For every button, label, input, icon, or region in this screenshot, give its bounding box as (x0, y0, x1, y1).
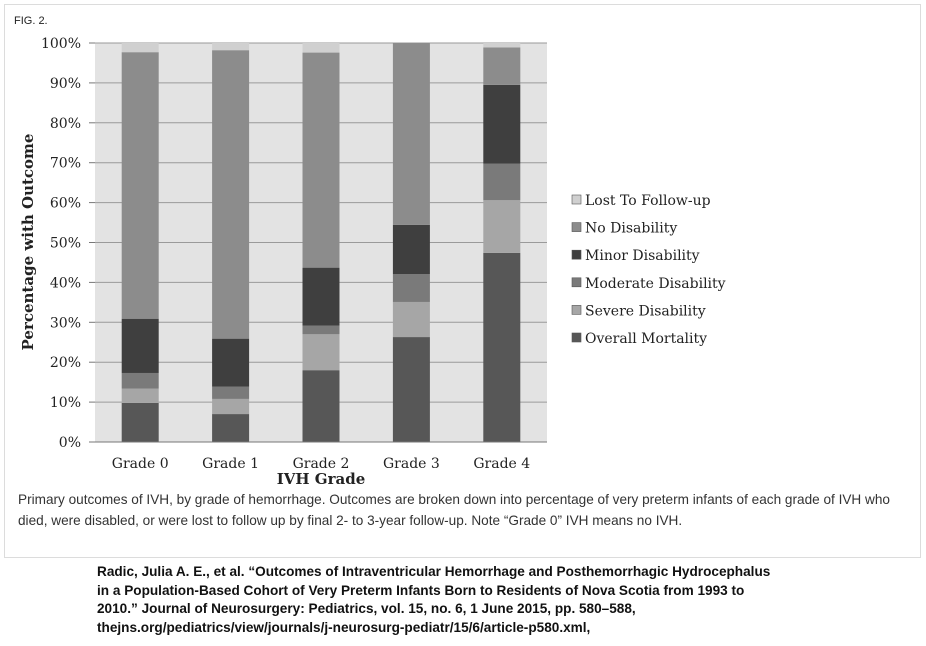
y-tick-label: 80% (49, 115, 81, 132)
bar-segment (122, 403, 159, 442)
bar-segment (122, 319, 159, 373)
legend-label: Minor Disability (585, 248, 700, 265)
bar-segment (303, 370, 340, 442)
y-tick-label: 40% (49, 275, 81, 292)
legend-label: Overall Mortality (585, 331, 708, 347)
bar-segment (303, 325, 340, 334)
bar-segment (393, 225, 430, 274)
legend (572, 193, 726, 347)
bar-segment (393, 337, 430, 442)
citation-line: 2010.” Journal of Neurosurgery: Pediatrics, vol. 15, no. 6, 1 June 2015, pp. 580–588, (97, 601, 636, 616)
bar-segment (483, 163, 520, 200)
y-tick-label: 90% (49, 75, 81, 92)
bar-segment (212, 387, 249, 399)
bar-segment (212, 339, 249, 387)
citation (97, 563, 877, 637)
legend-label: Severe Disability (585, 303, 706, 320)
bar-segment (483, 47, 520, 85)
bar-segment (122, 389, 159, 403)
bar-segment (483, 253, 520, 442)
legend-swatch (572, 305, 581, 314)
bar-segment (303, 268, 340, 326)
y-axis-label: Percentage with Outcome (19, 133, 37, 351)
y-tick-label: 0% (58, 435, 81, 451)
bar-segment (122, 43, 159, 52)
bar-segment (212, 399, 249, 414)
legend-swatch (572, 250, 581, 259)
x-tick-label: Grade 1 (202, 456, 260, 472)
y-tick-label: 30% (49, 315, 81, 332)
bar-segment (393, 302, 430, 337)
x-axis-label: IVH Grade (276, 470, 366, 488)
y-tick-label: 50% (49, 235, 81, 252)
bar-segment (303, 43, 340, 53)
bar-segment (483, 85, 520, 164)
bar-segment (212, 50, 249, 338)
legend-label: Moderate Disability (585, 275, 726, 292)
x-tick-label: Grade 2 (292, 456, 350, 472)
legend-swatch (572, 333, 581, 342)
y-tick-labels (41, 36, 95, 451)
citation-line: Radic, Julia A. E., et al. “Outcomes of Intraventricular Hemorrhage and Posthemorrhagic Hydrocephalus (97, 564, 771, 579)
y-tick-label: 70% (49, 155, 81, 172)
x-tick-label: Grade 3 (382, 456, 440, 472)
bar-segment (122, 373, 159, 389)
legend-label: No Disability (585, 220, 678, 237)
bar-segment (122, 52, 159, 319)
citation-line: thejns.org/pediatrics/view/journals/j-neurosurg-pediatr/15/6/article-p580.xml, (97, 619, 591, 635)
legend-swatch (572, 223, 581, 232)
figure-label: FIG. 2. (14, 15, 48, 27)
bar-segment (393, 43, 430, 225)
y-tick-label: 10% (49, 395, 81, 412)
bar-segment (212, 43, 249, 50)
x-tick-label: Grade 4 (473, 456, 531, 472)
bar-segment (483, 43, 520, 47)
citation-line: in a Population-Based Cohort of Very Preterm Infants Born to Residents of Nova Scotia from 1993 to (97, 582, 745, 598)
bar-segment (393, 274, 430, 302)
bar-segment (483, 200, 520, 253)
legend-swatch (572, 195, 581, 204)
y-tick-label: 60% (49, 195, 81, 212)
bar-segment (212, 414, 249, 442)
legend-label: Lost To Follow-up (585, 193, 711, 209)
y-tick-label: 100% (40, 36, 81, 52)
bar-segment (303, 334, 340, 370)
y-tick-label: 20% (49, 355, 81, 372)
legend-swatch (572, 278, 581, 287)
bar-segment (303, 53, 340, 268)
x-tick-label: Grade 0 (111, 456, 169, 472)
figure-caption: Primary outcomes of IVH, by grade of hemorrhage. Outcomes are broken down into percentage of very preterm infants of each grade of IVH who died, were disabled, or were lost to follow up by final 2- to 3-year follow-up. Note “Grade 0” IVH means no IVH. (18, 492, 890, 528)
